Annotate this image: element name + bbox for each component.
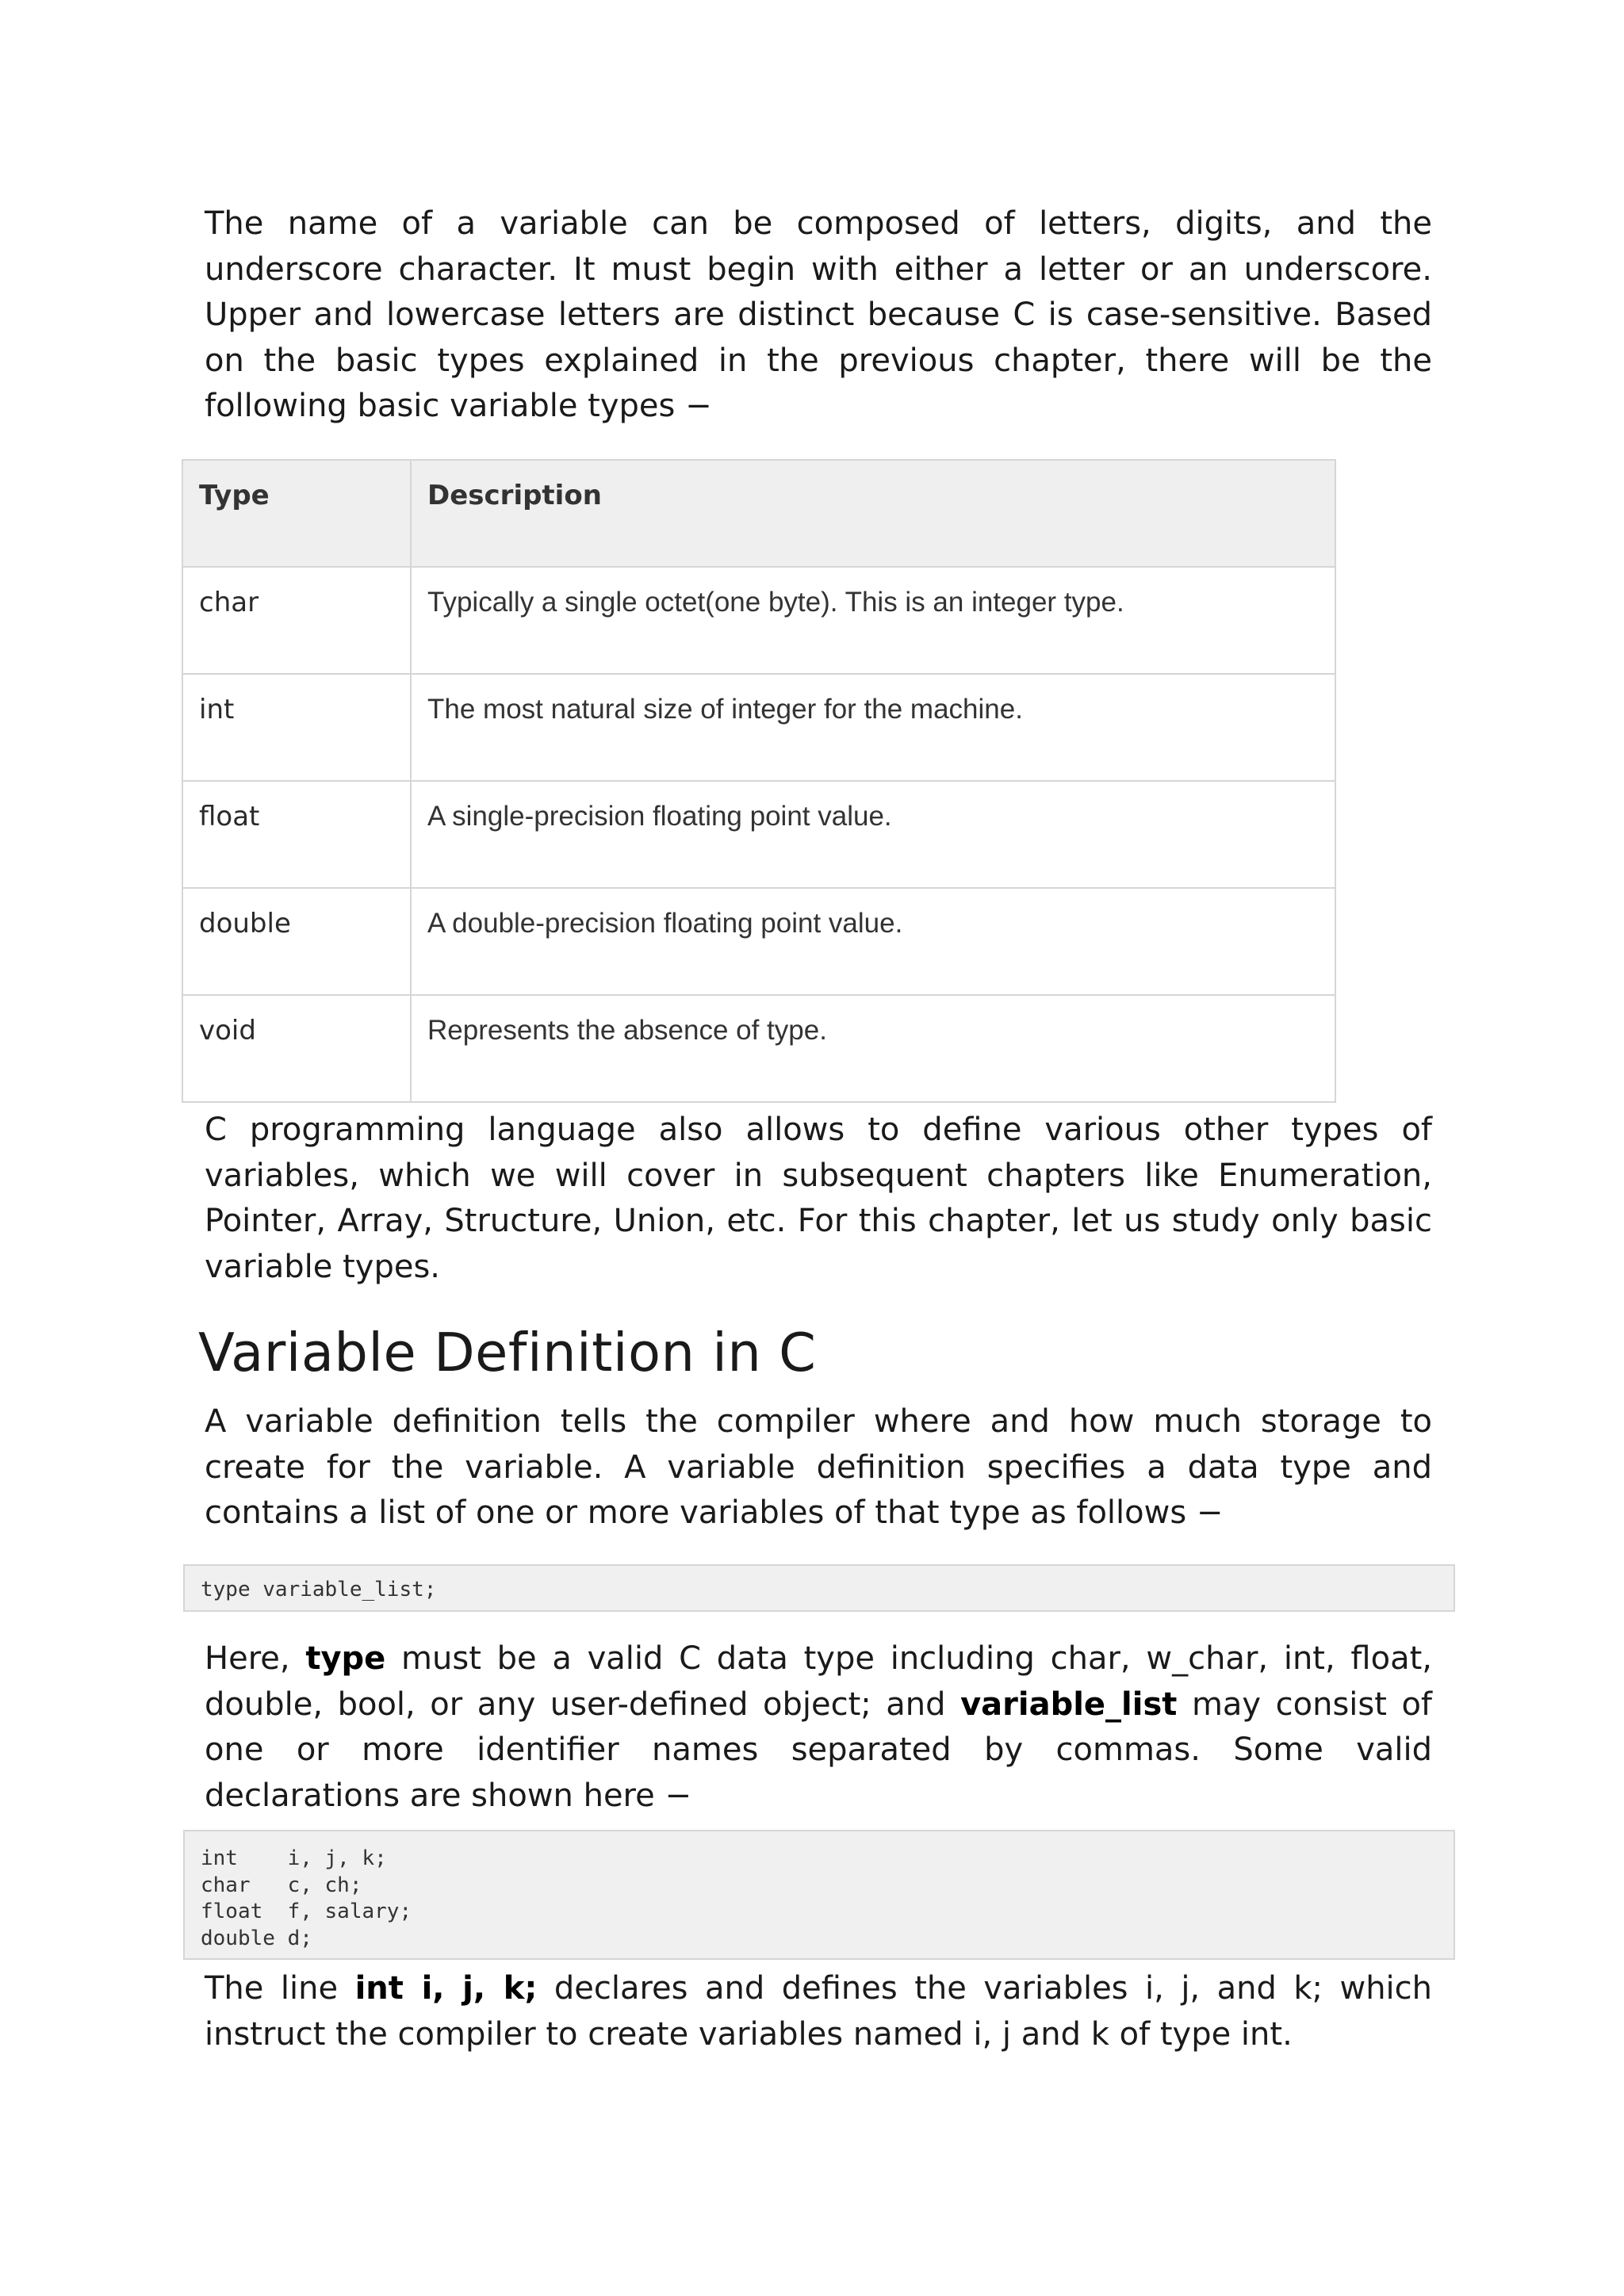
table-row	[182, 567, 1335, 674]
declarations-code-block	[183, 1830, 1455, 1960]
syntax-code-block	[183, 1564, 1455, 1612]
description-cell: A single-precision floating point value.	[411, 781, 1335, 888]
type-cell: float	[182, 781, 411, 888]
definition-paragraph: A variable definition tells the compiler where and how much storage to create for the variable. A variable definition specifies a data type and contains a list of one or more variables of that type as follows −	[205, 1403, 1432, 1531]
conclusion-paragraph	[205, 1966, 1432, 2057]
type-cell: int	[182, 674, 411, 781]
section-heading: Variable Definition in C	[198, 1322, 817, 1383]
header-description: Description	[411, 460, 1335, 567]
code-line: float f, salary;	[201, 1900, 412, 1923]
variable-types-table	[182, 459, 1336, 1103]
code-line: int i, j, k;	[201, 1846, 387, 1870]
type-cell: double	[182, 888, 411, 995]
explanation-paragraph	[205, 1636, 1432, 1819]
table-row	[182, 674, 1335, 781]
description-cell: Represents the absence of type.	[411, 995, 1335, 1102]
type-cell: char	[182, 567, 411, 674]
keyword-variable-list: variable_list	[960, 1686, 1178, 1723]
explanation-lead: Here,	[205, 1640, 306, 1677]
intro-paragraph: The name of a variable can be composed of letters, digits, and the underscore character. It must begin with either a letter or an underscore. Upper and lowercase letters are distinct because C is case-sensitive. Based on the basic types explained in the previous chapter, there will be the following basic variable types −	[205, 205, 1432, 424]
description-cell: A double-precision floating point value.	[411, 888, 1335, 995]
explanation-mid: must be a valid C data type including char, w_char, int, float, double, bool, or any user-defined object; and	[205, 1640, 1433, 1723]
explanation-tail: may consist of one or more identifier names separated by commas. Some valid declarations are shown here −	[205, 1686, 1433, 1814]
code-line: type variable_list;	[201, 1578, 437, 1601]
header-type: Type	[182, 460, 411, 567]
table-header-row	[182, 460, 1335, 567]
conclusion-tail: declares and defines the variables i, j, and k; which instruct the compiler to create variables named i, j and k of type int.	[205, 1970, 1433, 2053]
table-row	[182, 995, 1335, 1102]
description-cell: The most natural size of integer for the machine.	[411, 674, 1335, 781]
code-line: double d;	[201, 1926, 312, 1950]
conclusion-lead: The line	[205, 1970, 355, 2007]
description-cell: Typically a single octet(one byte). This is an integer type.	[411, 567, 1335, 674]
type-cell: void	[182, 995, 411, 1102]
other-types-paragraph: C programming language also allows to define various other types of variables, which we will cover in subsequent chapters like Enumeration, Pointer, Array, Structure, Union, etc. For this chapter, let us study only basic variable types.	[205, 1112, 1432, 1285]
inline-code-declaration: int i, j, k;	[354, 1970, 538, 2007]
table-row	[182, 781, 1335, 888]
keyword-type: type	[305, 1640, 386, 1677]
code-line: char c, ch;	[201, 1873, 362, 1897]
table-row	[182, 888, 1335, 995]
